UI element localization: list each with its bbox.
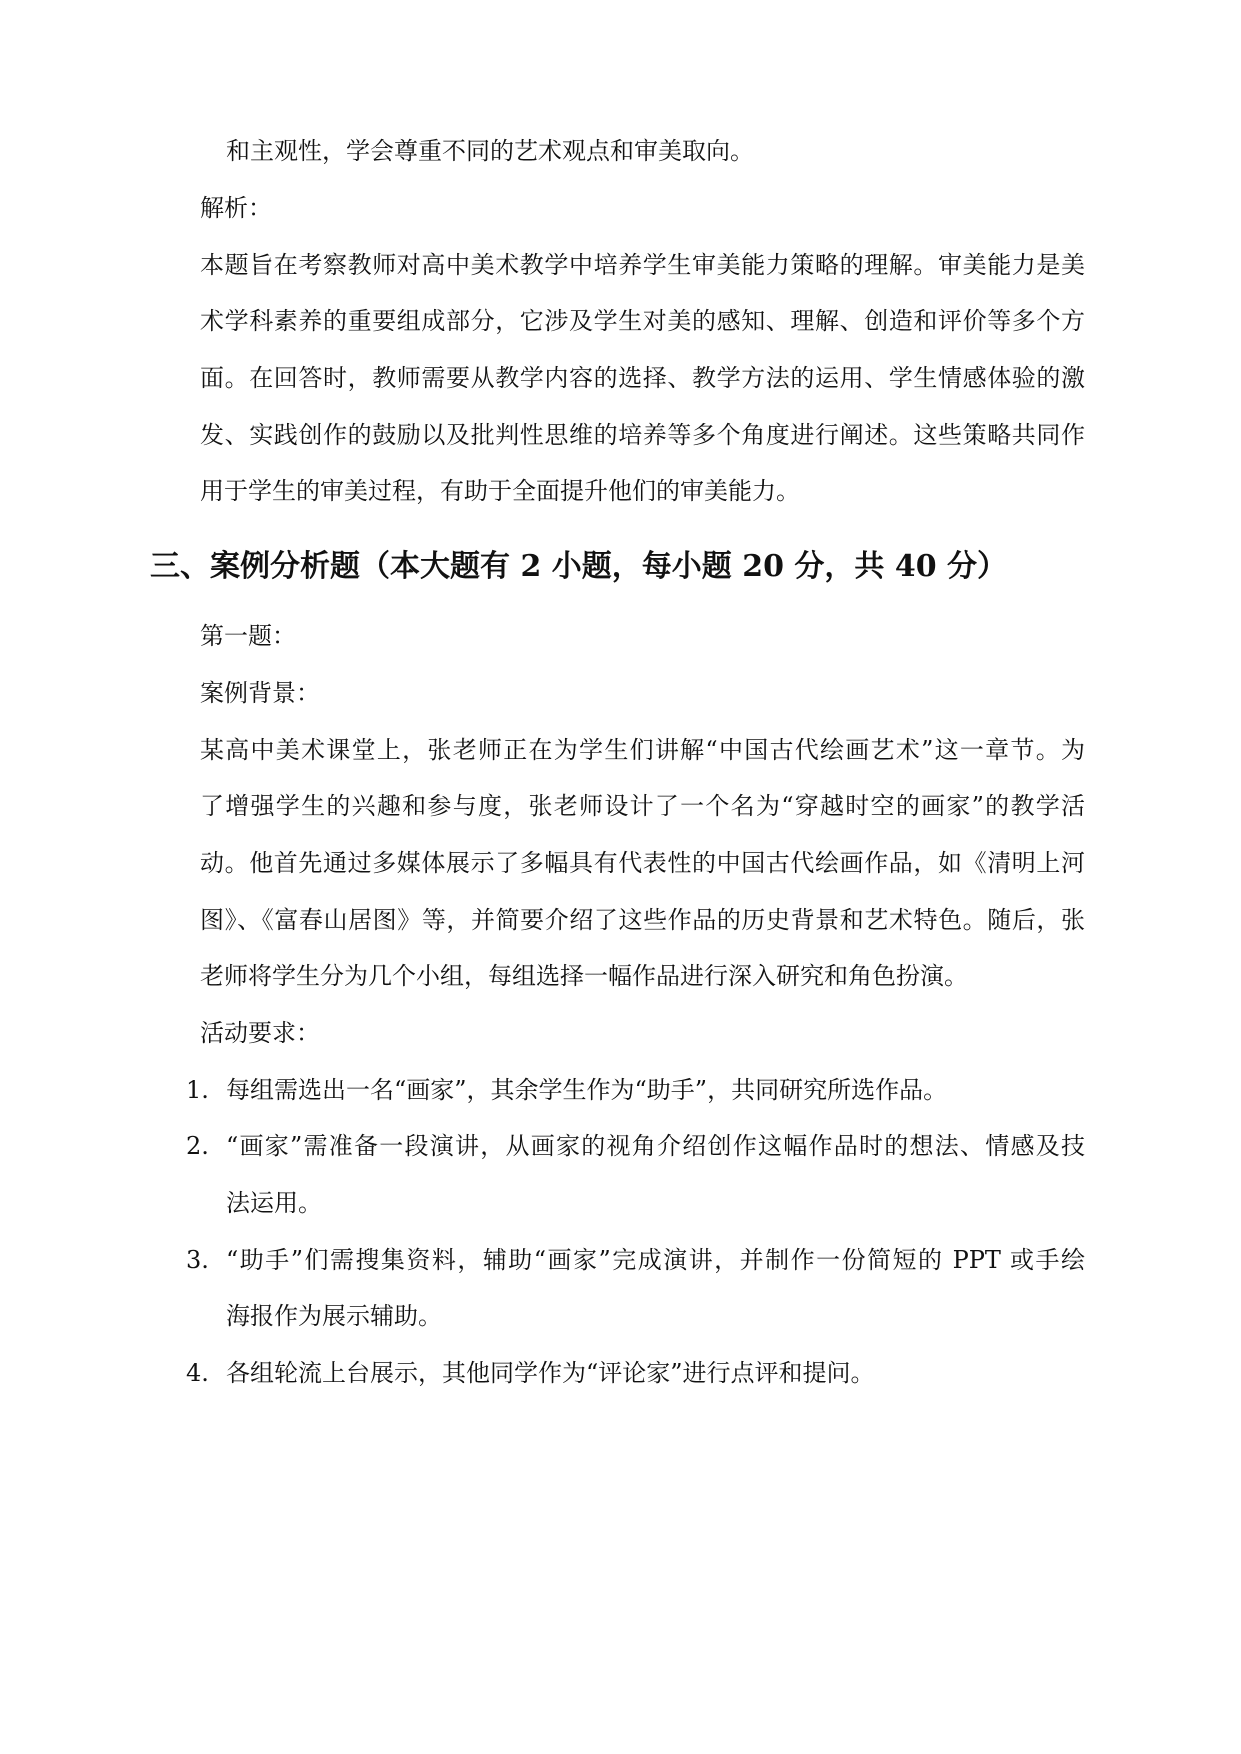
- list-item-number: 3.: [186, 1246, 209, 1274]
- list-item-text: 法运用。: [226, 1189, 322, 1217]
- continuation-text: 和主观性，学会尊重不同的艺术观点和审美取向。: [226, 137, 754, 165]
- analysis-label: 解析：: [200, 194, 272, 222]
- list-item-text: “助手”们需搜集资料，辅助“画家”完成演讲，并制作一份简短的 PPT 或手绘: [226, 1246, 1085, 1274]
- analysis-paragraph-line: 面。在回答时，教师需要从教学内容的选择、教学方法的运用、学生情感体验的激: [200, 364, 1085, 392]
- list-item-number: 4.: [186, 1359, 209, 1387]
- list-item-text: 各组轮流上台展示，其他同学作为“评论家”进行点评和提问。: [226, 1359, 875, 1387]
- background-label: 案例背景：: [200, 679, 320, 707]
- question-label: 第一题：: [200, 622, 296, 650]
- list-item-text: “画家”需准备一段演讲，从画家的视角介绍创作这幅作品时的想法、情感及技: [226, 1132, 1085, 1160]
- background-paragraph-line: 老师将学生分为几个小组，每组选择一幅作品进行深入研究和角色扮演。: [200, 962, 968, 990]
- list-item-number: 1.: [186, 1076, 209, 1104]
- background-paragraph-line: 某高中美术课堂上，张老师正在为学生们讲解“中国古代绘画艺术”这一章节。为: [200, 736, 1085, 764]
- background-paragraph-line: 动。他首先通过多媒体展示了多幅具有代表性的中国古代绘画作品，如《清明上河: [200, 849, 1085, 877]
- background-paragraph-line: 了增强学生的兴趣和参与度，张老师设计了一个名为“穿越时空的画家”的教学活: [200, 792, 1085, 820]
- list-item-number: 2.: [186, 1132, 209, 1160]
- background-paragraph-line: 图》、《富春山居图》等，并简要介绍了这些作品的历史背景和艺术特色。随后，张: [200, 906, 1085, 934]
- section-heading: 三、案例分析题（本大题有 2 小题，每小题 20 分，共 40 分）: [150, 549, 1008, 584]
- requirements-label: 活动要求：: [200, 1019, 320, 1047]
- analysis-paragraph-line: 本题旨在考察教师对高中美术教学中培养学生审美能力策略的理解。审美能力是美: [200, 251, 1085, 279]
- list-item-text: 每组需选出一名“画家”，其余学生作为“助手”，共同研究所选作品。: [226, 1076, 948, 1104]
- list-item-text: 海报作为展示辅助。: [226, 1302, 442, 1330]
- analysis-paragraph-line: 术学科素养的重要组成部分，它涉及学生对美的感知、理解、创造和评价等多个方: [200, 307, 1085, 335]
- analysis-paragraph-line: 用于学生的审美过程，有助于全面提升他们的审美能力。: [200, 477, 800, 505]
- analysis-paragraph-line: 发、实践创作的鼓励以及批判性思维的培养等多个角度进行阐述。这些策略共同作: [200, 421, 1085, 449]
